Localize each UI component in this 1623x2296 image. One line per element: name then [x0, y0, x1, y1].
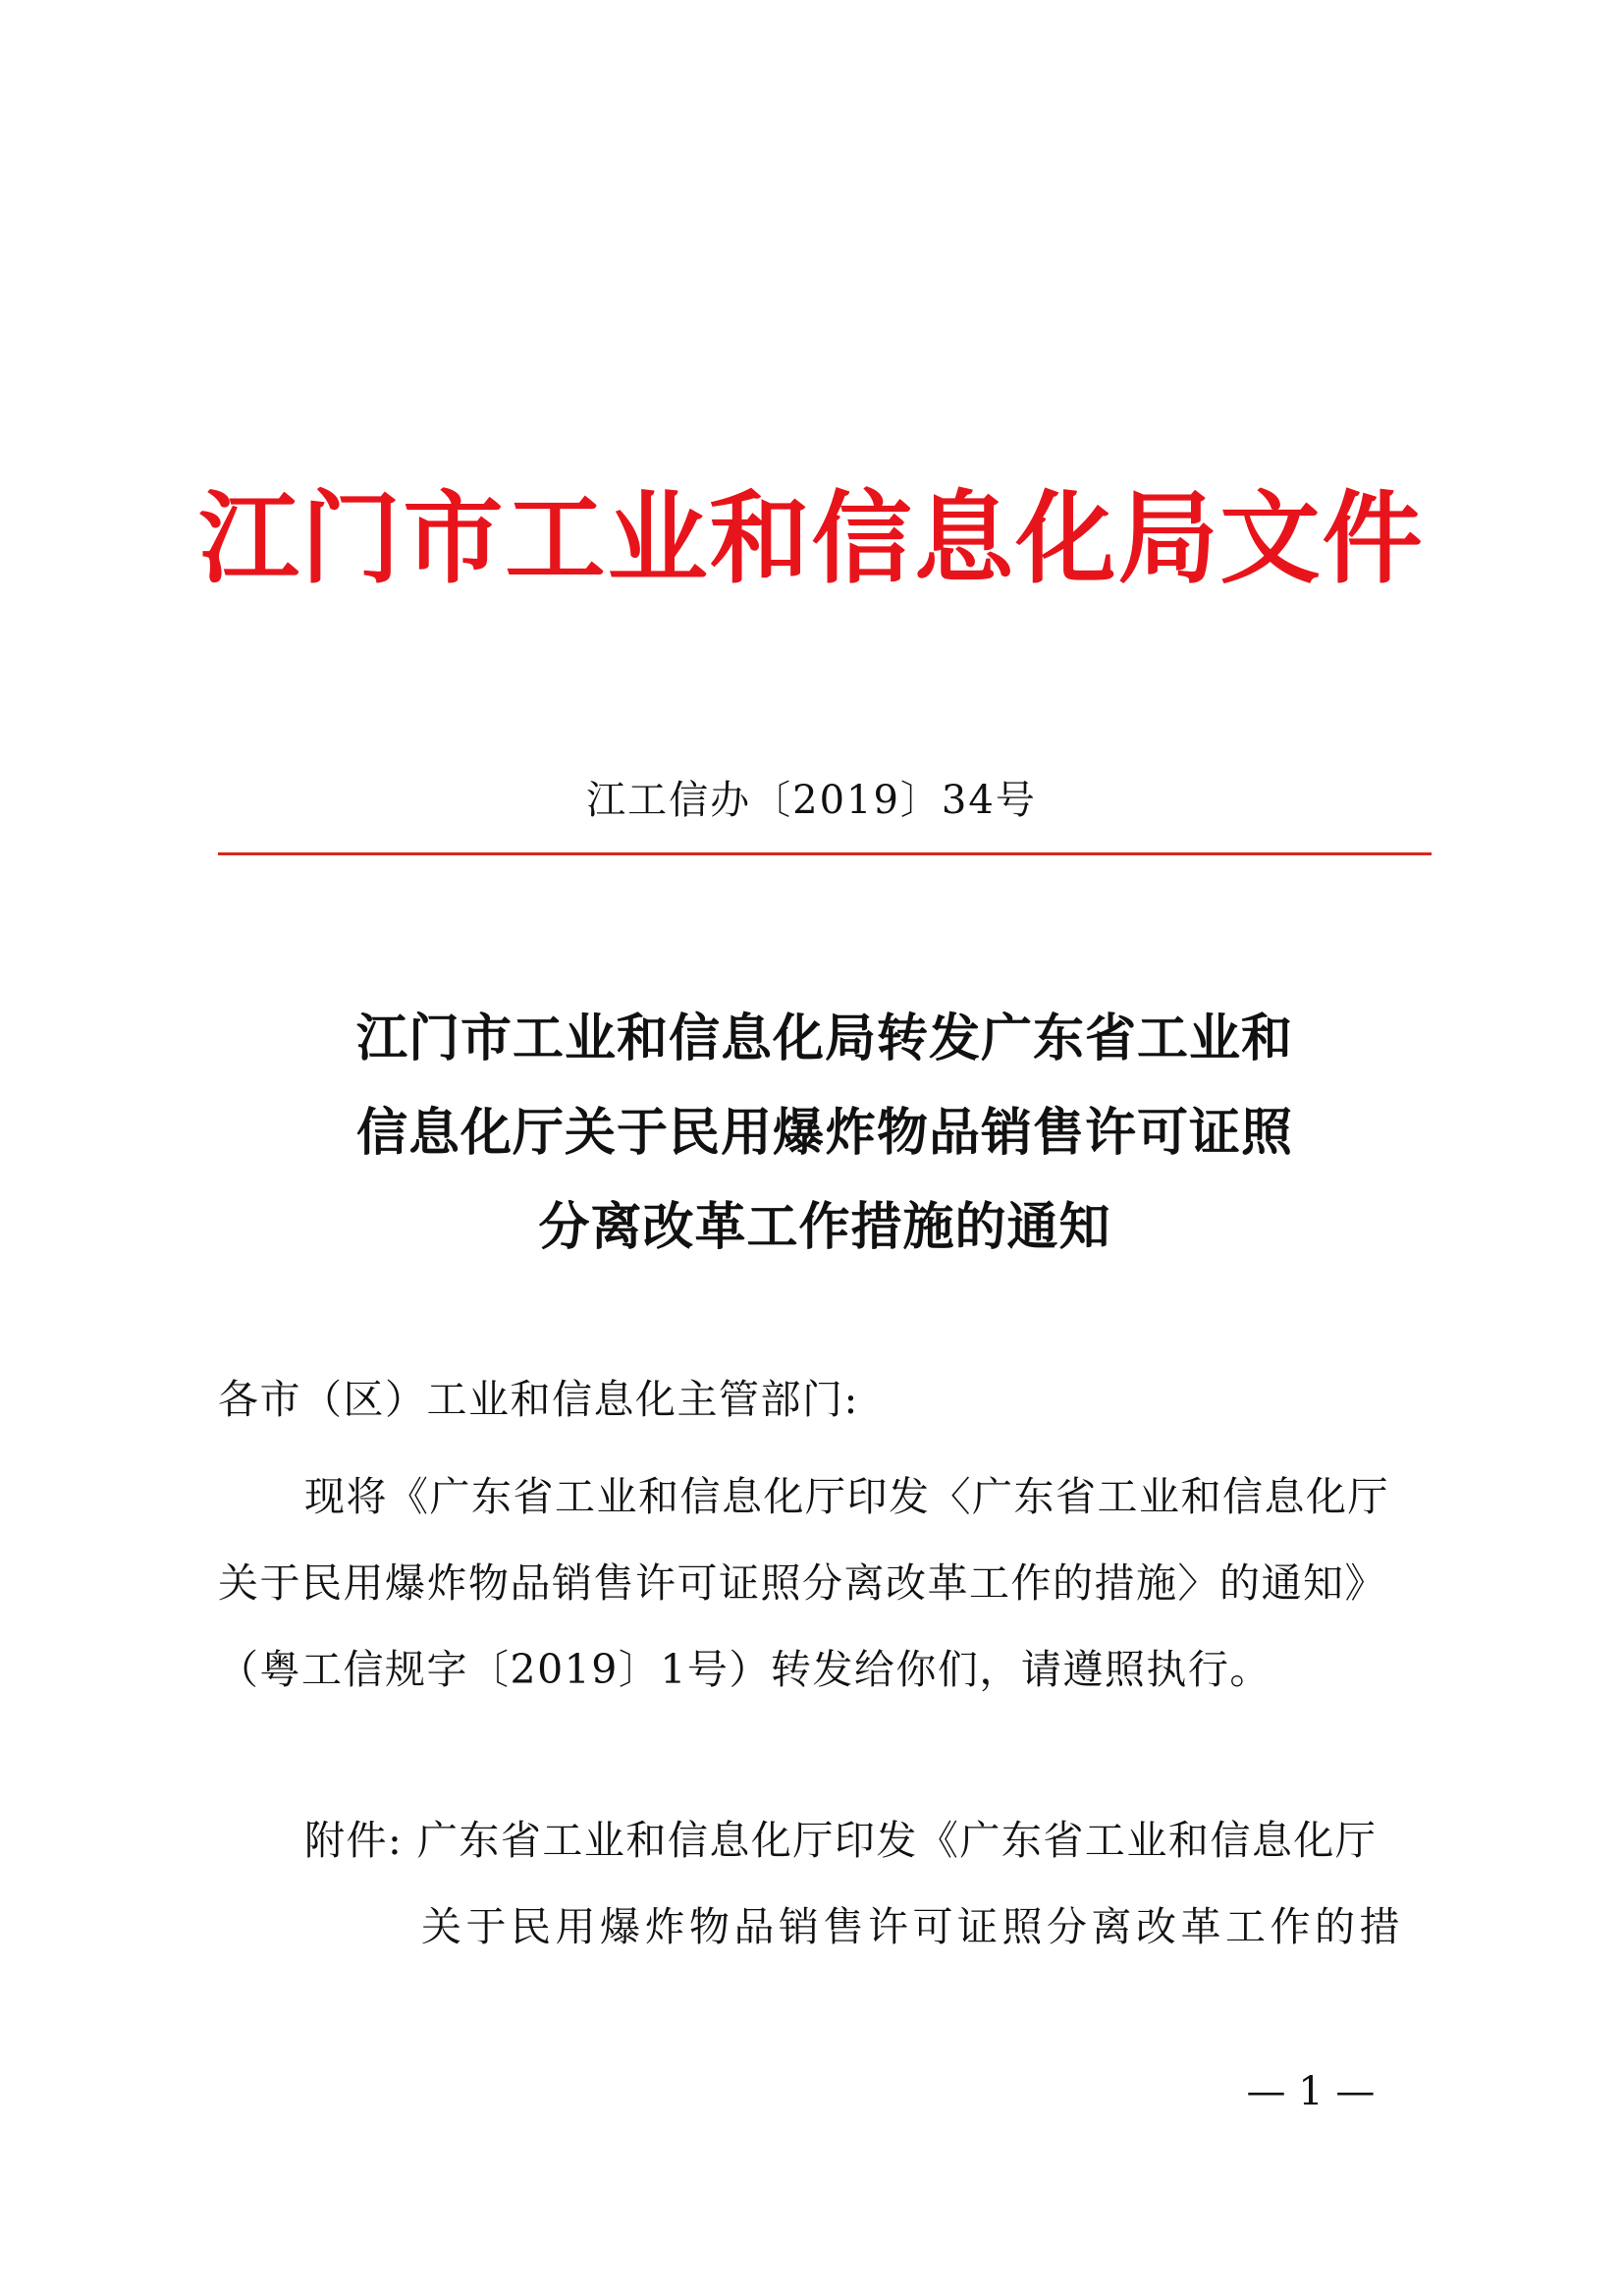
notice-title-line: 信息化厅关于民用爆炸物品销售许可证照	[355, 1104, 1293, 1163]
body-paragraph	[218, 1453, 1432, 1713]
notice-title-line: 分离改革工作措施的通知	[538, 1198, 1111, 1257]
document-number: 江工信办〔2019〕34号	[586, 778, 1037, 823]
paragraph-line: 关于民用爆炸物品销售许可证照分离改革工作的措施〉的通知》	[218, 1559, 1386, 1607]
header-divider	[218, 852, 1432, 855]
notice-title-line: 江门市工业和信息化局转发广东省工业和	[355, 1010, 1293, 1068]
salutation: 各市（区）工业和信息化主管部门:	[218, 1376, 859, 1423]
attachment-line: 附件: 广东省工业和信息化厅印发《广东省工业和信息化厅	[304, 1817, 1378, 1864]
notice-title	[218, 992, 1432, 1275]
paragraph-line: （粤工信规字〔2019〕1号）转发给你们，请遵照执行。	[218, 1646, 1271, 1693]
attachment-note	[218, 1797, 1432, 1970]
paragraph-line: 现将《广东省工业和信息化厅印发〈广东省工业和信息化厅	[304, 1473, 1389, 1520]
attachment-line: 关于民用爆炸物品销售许可证照分离改革工作的措	[421, 1903, 1404, 1950]
page-number: — 1 —	[1246, 2069, 1376, 2114]
document-header-title: 江门市工业和信息化局文件	[198, 481, 1425, 598]
